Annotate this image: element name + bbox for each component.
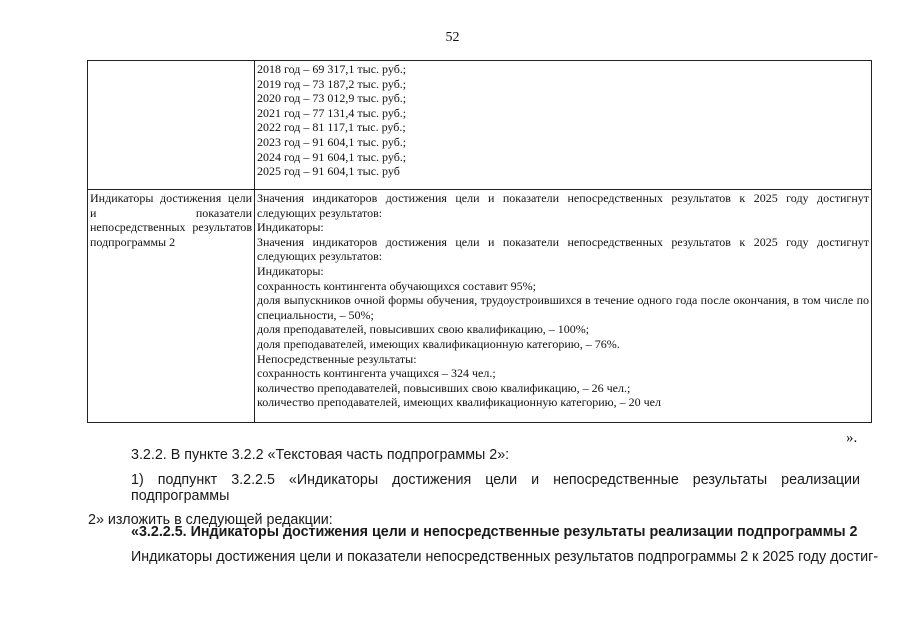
indicator-line: количество преподавателей, имеющих квалификационную категорию, – 20 чел bbox=[257, 395, 661, 410]
paragraph-subitem bbox=[88, 472, 860, 528]
paragraph-indicators: Индикаторы достижения цели и показатели непосредственных результатов подпрограммы 2 к 2025 году достиг- bbox=[131, 549, 879, 565]
indicator-line: Индикаторы: bbox=[257, 263, 324, 278]
indicator-line: Значения индикаторов достижения цели и показатели непосредственных результатов к 2025 году достигнут следующих результатов: bbox=[257, 191, 869, 220]
finance-line: 2024 год – 91 604,1 тыс. руб.; bbox=[257, 149, 407, 164]
indicator-line: количество преподавателей, повысивших свою квалификацию, – 26 чел.; bbox=[257, 380, 631, 395]
indicators-values-cell bbox=[255, 190, 872, 423]
table-row-indicators bbox=[88, 190, 872, 423]
indicator-line: доля преподавателей, имеющих квалификационную категорию, – 76%. bbox=[257, 336, 620, 351]
subsection-heading: «3.2.2.5. Индикаторы достижения цели и непосредственные результаты реализации подпрограммы 2 bbox=[131, 524, 858, 540]
finance-line: 2019 год – 73 187,2 тыс. руб.; bbox=[257, 76, 407, 91]
indicator-line: сохранность контингента обучающихся составит 95%; bbox=[257, 278, 536, 293]
paragraph-subitem-line-1: 1) подпункт 3.2.2.5 «Индикаторы достижения цели и непосредственные результаты реализации подпрограммы bbox=[131, 472, 860, 504]
table-row-finance bbox=[88, 61, 872, 190]
paragraph-section-header: 3.2.2. В пункте 3.2.2 «Текстовая часть подпрограммы 2»: bbox=[131, 447, 510, 463]
indicator-line: доля преподавателей, повысивших свою квалификацию, – 100%; bbox=[257, 322, 590, 337]
closing-quote: ». bbox=[846, 430, 858, 446]
indicator-line: сохранность контингента учащихся – 324 чел.; bbox=[257, 366, 496, 381]
finance-label-cell bbox=[88, 61, 255, 190]
finance-values-cell bbox=[255, 61, 872, 190]
finance-line: 2022 год – 81 117,1 тыс. руб.; bbox=[257, 120, 406, 135]
finance-line: 2021 год – 77 131,4 тыс. руб.; bbox=[257, 105, 407, 120]
paragraph-subitem-line-2: 2» изложить в следующей редакции: bbox=[88, 512, 333, 528]
finance-line: 2020 год – 73 012,9 тыс. руб.; bbox=[257, 91, 407, 106]
passport-table bbox=[87, 60, 872, 423]
indicator-line: Значения индикаторов достижения цели и показатели непосредственных результатов к 2025 году достигнут следующих результатов: bbox=[257, 234, 869, 264]
indicators-label-cell: Индикаторы достижения цели и показатели непосредственных результатов подпрограммы 2 bbox=[88, 190, 255, 423]
finance-line: 2018 год – 69 317,1 тыс. руб.; bbox=[257, 62, 407, 76]
finance-line: 2025 год – 91 604,1 тыс. руб bbox=[257, 164, 400, 179]
page-number: 52 bbox=[445, 30, 460, 45]
indicator-line: Непосредственные результаты: bbox=[257, 351, 417, 366]
indicator-line: Индикаторы: bbox=[257, 220, 324, 235]
indicator-line: доля выпускников очной формы обучения, трудоустроившихся в течение одного года после окончания, в том числе по специальности, – 50%; bbox=[257, 293, 869, 322]
finance-line: 2023 год – 91 604,1 тыс. руб.; bbox=[257, 134, 407, 149]
